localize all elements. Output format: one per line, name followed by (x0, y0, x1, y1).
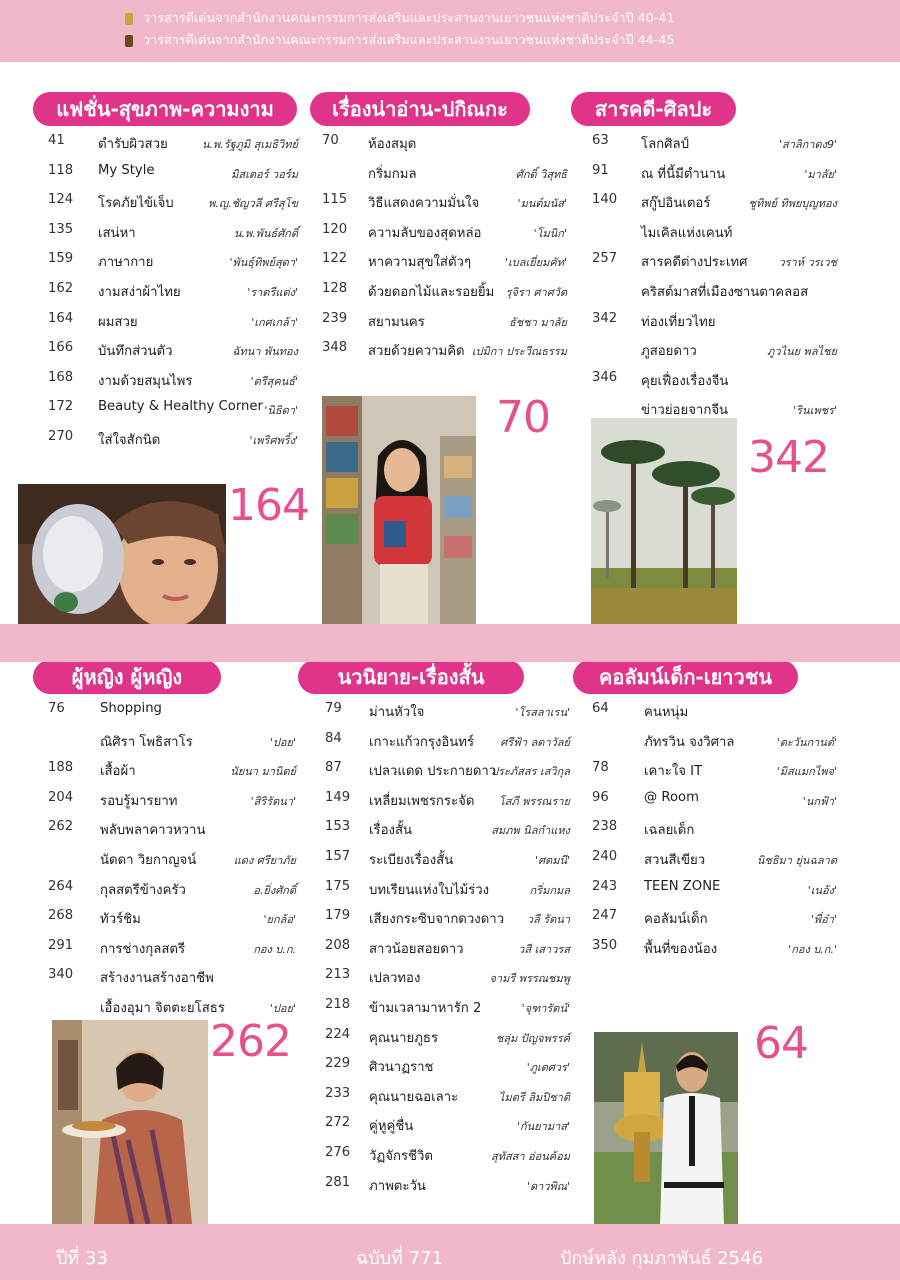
page-number: 118 (48, 162, 74, 178)
page-number: 79 (325, 701, 342, 716)
toc-entry (325, 1049, 570, 1079)
section-title-fiction: นวนิยาย-เรื่องสั้น (298, 660, 524, 694)
toc-entry (48, 422, 298, 452)
entry-author: จามรี พรรณชมพู (489, 972, 570, 986)
toc-entry (48, 185, 298, 215)
entry-author: น.พ.รัฐภูมิ สุเมธิวิทย์ (201, 138, 298, 151)
toc-entry (48, 215, 298, 245)
feature-page-number: 342 (748, 432, 829, 483)
entry-title: สารคดีต่างประเทศ (641, 255, 748, 271)
toc-entry (325, 990, 570, 1020)
entry-author: 'ราตรีแต่ง' (247, 285, 298, 299)
page-number: 140 (592, 192, 618, 208)
entry-title: เคาะใจ IT (644, 764, 703, 780)
entry-title: งามด้วยสมุนไพร (98, 373, 193, 389)
divider-band (0, 624, 900, 662)
entry-author: นัยนา มานิตย์ (230, 765, 296, 779)
entry-author: วราห์ วรเวช (778, 256, 837, 270)
entry-author: สมภพ นิลกำแหง (491, 824, 570, 838)
page-number: 128 (322, 280, 348, 296)
page-number: 96 (592, 789, 609, 805)
entry-title: ทัวร์ชิม (100, 912, 141, 928)
page-number: 346 (592, 369, 618, 385)
entry-title: ภาษากาย (98, 255, 154, 271)
hairstyle-photo-art (18, 484, 226, 624)
photo-chef-woman (52, 1020, 208, 1224)
page-number: 270 (48, 428, 74, 444)
page-number: 204 (48, 789, 74, 805)
entry-author: 'สาลิกาดง9' (778, 138, 837, 151)
toc-entry (325, 1108, 570, 1138)
page-number: 264 (48, 878, 74, 894)
toc-list-youth (592, 694, 837, 960)
entry-author: ศักดิ์ วิสุทธิ (515, 167, 567, 181)
toc-entry (322, 156, 567, 186)
toc-entry (322, 304, 567, 334)
page-number: 342 (592, 310, 618, 326)
entry-author: 'ยกล้อ' (263, 913, 296, 927)
entry-title: การช่างกุลสตรี (100, 941, 186, 957)
entry-title: ศิวนาฏราช (369, 1060, 434, 1076)
entry-title: เสน่หา (98, 225, 136, 241)
entry-title: เปลวทอง (369, 971, 421, 987)
entry-title: คริสต์มาสที่เมืองซานตาคลอส (641, 284, 809, 300)
page-number: 115 (322, 192, 348, 208)
entry-title: หาความสุขใส่ตัวๆ (368, 255, 472, 271)
toc-entry (48, 724, 296, 754)
toc-entry (48, 753, 296, 783)
entry-author: มิสเตอร์ วอร์ม (231, 167, 298, 181)
photo-library-woman (322, 396, 476, 624)
entry-author: 'ปอย' (269, 735, 296, 749)
entry-author: 'มนต์มนัส' (517, 197, 567, 211)
entry-title: @ Room (644, 789, 699, 805)
toc-entry (592, 931, 837, 961)
entry-title: เปลวแดด ประกายดาว (369, 764, 497, 780)
entry-title: คุณนายภูธร (369, 1030, 439, 1046)
toc-list-reading (322, 126, 567, 363)
page-number: 243 (592, 878, 618, 894)
toc-entry (325, 812, 570, 842)
award-line (125, 8, 675, 28)
entry-title: ใส่ใจสักนิด (98, 432, 161, 448)
feature-page-number: 262 (210, 1016, 291, 1067)
entry-title: ณ ที่นี้มีตำนาน (641, 166, 726, 182)
page-number: 149 (325, 789, 351, 805)
entry-title: สกู๊ปอินเตอร์ (641, 196, 711, 212)
toc-entry (48, 333, 298, 363)
entry-title: บทเรียนแห่งใบไม้ร่วง (369, 882, 490, 898)
entry-title: เสียงกระซิบจากดวงดาว (369, 912, 505, 928)
page-number: 64 (592, 701, 609, 716)
toc-entry (322, 333, 567, 363)
toc-entry (325, 1168, 570, 1198)
feature-page-number: 164 (228, 480, 309, 531)
entry-author: ธัชชา มาลัย (509, 315, 567, 329)
page-number: 281 (325, 1174, 351, 1190)
page-number: 164 (48, 310, 74, 326)
entry-author: 'โรสลาเรน' (515, 706, 570, 719)
entry-title: คอลัมน์เด็ก (644, 912, 708, 928)
page-number: 76 (48, 701, 65, 716)
entry-author: 'สิริรัตนา' (250, 794, 296, 808)
entry-author: กอง บ.ก. (253, 942, 296, 956)
toc-entry (325, 842, 570, 872)
entry-author: 'ศตมนี' (535, 853, 570, 867)
entry-author: 'นกฟ้า' (802, 794, 837, 808)
toc-entry (592, 901, 837, 931)
page-number: 175 (325, 878, 351, 894)
award-line (125, 30, 675, 50)
toc-entry (592, 872, 837, 902)
page-number: 238 (592, 819, 618, 835)
entry-author: น.พ.พันธ์ศักดิ์ (233, 226, 298, 240)
feature-page-number: 64 (754, 1018, 808, 1069)
page-number: 188 (48, 760, 74, 776)
footer-band (0, 1224, 900, 1280)
page-number: 157 (325, 848, 351, 864)
entry-author: 'ภูเตศวร' (526, 1061, 570, 1075)
entry-title: ไมเคิลแห่งเคนท์ (641, 225, 733, 241)
library-photo-art (322, 396, 476, 624)
page-number: 124 (48, 192, 74, 208)
entry-title: นัดดา วิยกาญจน์ (100, 852, 197, 868)
toc-entry (325, 1020, 570, 1050)
forest-photo-art (591, 418, 737, 624)
page-number: 213 (325, 967, 351, 983)
page-number: 120 (322, 221, 348, 237)
entry-author: พ.ญ.ชัญวลี ศรีสุโข (208, 197, 298, 211)
entry-title: โลกศิลป์ (641, 137, 689, 152)
footer-issue: ฉบับที่ 771 (356, 1248, 444, 1269)
page-number: 257 (592, 251, 618, 267)
entry-title: กริ่มกมล (368, 166, 417, 182)
toc-entry (322, 274, 567, 304)
page-number: 262 (48, 819, 74, 835)
toc-entry (48, 363, 298, 393)
entry-title: สยามนคร (368, 314, 425, 330)
page-number: 272 (325, 1115, 351, 1131)
young-man-photo-art (594, 1032, 738, 1224)
page-number: 276 (325, 1144, 351, 1160)
entry-author: 'เพริศพริ้ง' (249, 433, 298, 447)
entry-author: 'พี่อ๋า' (810, 913, 837, 927)
entry-author: นิชธิมา ยุ่นฉลาด (756, 853, 837, 867)
entry-title: TEEN ZONE (644, 878, 721, 894)
entry-author: 'มิสแมกไพจ' (776, 765, 837, 779)
page-number: 84 (325, 730, 342, 746)
entry-title: ม่านหัวใจ (369, 705, 425, 720)
toc-entry (48, 783, 296, 813)
entry-title: พลับพลาคาวหวาน (100, 823, 206, 839)
entry-title: ห้องสมุด (368, 137, 417, 152)
entry-author: ศรีฟ้า ลดาวัลย์ (500, 735, 570, 749)
entry-author: ภูวไนย พลไชย (767, 345, 837, 359)
award-text: วารสารดีเด่นจากสำนักงานคณะกรรมการส่งเสริมและประสานงานเยาวชนแห่งชาติประจำปี 40-41 (143, 10, 675, 25)
toc-entry (592, 842, 837, 872)
page-number: 166 (48, 340, 74, 356)
entry-title: สาวน้อยสอยดาว (369, 941, 464, 957)
toc-entry (325, 1079, 570, 1109)
entry-title: วิธีแสดงความมั่นใจ (368, 196, 480, 212)
entry-author: ชลุ่ม ปัญจพรรค์ (495, 1031, 570, 1045)
entry-title: Shopping (100, 701, 162, 716)
section-title-reading: เรื่องน่าอ่าน-ปกิณกะ (310, 92, 530, 126)
toc-entry (48, 812, 296, 842)
toc-entry (592, 783, 837, 813)
entry-title: เกาะแก้วกรุงอินทร์ (369, 734, 475, 750)
entry-author: โสภี พรรณราย (498, 794, 570, 808)
page-number: 159 (48, 251, 74, 267)
entry-title: สวนสีเขียว (644, 852, 706, 868)
entry-title: ภาพตะวัน (369, 1178, 426, 1194)
toc-entry (48, 156, 298, 186)
entry-author: ฉัทนา พันทอง (232, 345, 298, 359)
entry-author: 'ปอย' (269, 1001, 296, 1015)
toc-entry (592, 333, 837, 363)
toc-entry (325, 724, 570, 754)
entry-author: 'ตรีสุคนธ์' (250, 374, 298, 388)
entry-author: รุจิรา ศาศวัต (505, 285, 567, 299)
entry-author: 'เนอ้ง' (807, 883, 837, 897)
page-number: 239 (322, 310, 348, 326)
toc-entry (592, 156, 837, 186)
toc-entry (592, 812, 837, 842)
entry-title: ภัทรวิน จงวิศาล (644, 734, 735, 750)
section-title-youth: คอลัมน์เด็ก-เยาวชน (573, 660, 798, 694)
page-number: 247 (592, 908, 618, 924)
entry-title: ผมสวย (98, 314, 138, 330)
entry-title: คุณนายฉอเลาะ (369, 1089, 459, 1105)
toc-entry (322, 215, 567, 245)
page-number: 91 (592, 162, 609, 178)
entry-author: สุทัสสา อ่อนค้อม (490, 1149, 570, 1163)
entry-author: วลี รัตนา (526, 913, 570, 927)
entry-author: เปมิกา ประวีณธรรม (471, 345, 567, 359)
chef-photo-art (52, 1020, 208, 1224)
toc-entry (325, 931, 570, 961)
entry-title: เรื่องสั้น (369, 823, 413, 839)
toc-entry (48, 872, 296, 902)
entry-title: คู่หูคู่ชื่น (369, 1119, 414, 1135)
entry-author: 'พันธุ์ทิพย์สุดา' (229, 256, 298, 270)
entry-title: คนหนุ่ม (644, 705, 689, 720)
toc-entry (325, 783, 570, 813)
toc-entry (48, 304, 298, 334)
page-number: 208 (325, 937, 351, 953)
page-number: 224 (325, 1026, 351, 1042)
entry-title: ด้วยดอกไม้และรอยยิ้ม (368, 284, 495, 300)
entry-title: ภูสอยดาว (641, 344, 697, 360)
entry-author: ไมตรี ลิมปิชาติ (498, 1090, 570, 1104)
photo-pine-forest (591, 418, 737, 624)
entry-author: วสี เสาวรส (518, 942, 570, 956)
toc-entry (325, 753, 570, 783)
toc-entry (592, 215, 837, 245)
trophy-icon (125, 35, 133, 47)
entry-title: ความลับของสุดหล่อ (368, 225, 482, 241)
toc-entry (48, 931, 296, 961)
entry-author: 'ดาวพิณ' (526, 1179, 570, 1193)
entry-title: พื้นที่ของน้อง (644, 941, 718, 957)
entry-author: 'รินเพชร' (793, 404, 837, 418)
page-number: 172 (48, 399, 74, 415)
entry-title: คุยเฟื่องเรื่องจีน (641, 373, 729, 389)
page-number: 268 (48, 908, 74, 924)
entry-title: วัฏจักรชีวิต (369, 1148, 433, 1164)
photo-young-man (594, 1032, 738, 1224)
entry-author: 'กันยามาส' (517, 1120, 570, 1134)
entry-title: ข่าวย่อยจากจีน (641, 403, 729, 419)
page-number: 348 (322, 340, 348, 356)
toc-entry (325, 901, 570, 931)
toc-list-documentary (592, 126, 837, 422)
page-number: 291 (48, 937, 74, 953)
page-number: 135 (48, 221, 74, 237)
entry-author: 'เบลเยี่ยมคัท' (504, 256, 567, 270)
page-number: 350 (592, 937, 618, 953)
toc-entry (592, 694, 837, 724)
footer-year: ปีที่ 33 (56, 1248, 108, 1269)
entry-title: เฉลยเด็ก (644, 823, 695, 839)
footer-date: ปักษ์หลัง กุมภาพันธ์ 2546 (560, 1248, 764, 1269)
entry-title: My Style (98, 162, 155, 178)
toc-entry (592, 724, 837, 754)
toc-entry (48, 694, 296, 724)
entry-title: ณิศิรา โพธิสาโร (100, 734, 193, 750)
page-number: 179 (325, 908, 351, 924)
page-number: 63 (592, 133, 609, 148)
entry-title: ข้ามเวลามาหารัก 2 (369, 1000, 482, 1016)
page-number: 41 (48, 133, 65, 148)
entry-author: ประภัสสร เสวิกุล (491, 765, 570, 779)
page-number: 218 (325, 996, 351, 1012)
entry-title: โรคภัยไข้เจ็บ (98, 196, 174, 212)
photo-hairstyle-model (18, 484, 226, 624)
toc-entry (322, 185, 567, 215)
toc-entry (322, 126, 567, 156)
toc-entry (325, 1138, 570, 1168)
entry-title: เสื้อผ้า (100, 764, 136, 780)
toc-entry (325, 872, 570, 902)
entry-author: ชูทิพย์ ทิพยบุญทอง (748, 197, 837, 211)
entry-author: 'จุฑารัตน์' (521, 1001, 570, 1015)
page-number: 78 (592, 760, 609, 776)
section-title-fashion: แฟชั่น-สุขภาพ-ความงาม (33, 92, 297, 126)
page-number: 240 (592, 848, 618, 864)
award-text: วารสารดีเด่นจากสำนักงานคณะกรรมการส่งเสริมและประสานงานเยาวชนแห่งชาติประจำปี 44-45 (143, 32, 675, 47)
toc-list-fiction (325, 694, 570, 1197)
entry-title: บันทึกส่วนตัว (98, 344, 173, 360)
feature-page-number: 70 (496, 392, 550, 443)
toc-entry (592, 363, 837, 393)
entry-title: ระเบียงเรื่องสั้น (369, 852, 454, 868)
section-title-documentary: สารคดี-ศิลปะ (571, 92, 736, 126)
toc-entry (48, 901, 296, 931)
page-number: 70 (322, 133, 339, 148)
toc-entry (48, 960, 296, 990)
section-title-women: ผู้หญิง ผู้หญิง (33, 660, 221, 694)
entry-author: 'ตะวันกานต์' (776, 735, 837, 749)
toc-list-women (48, 694, 296, 1020)
entry-title: งามสง่าผ้าไทย (98, 284, 181, 300)
entry-title: Beauty & Healthy Corner (98, 399, 263, 415)
page-number: 87 (325, 760, 342, 776)
entry-author: แดง ศรียาภัย (233, 853, 296, 867)
toc-entry (592, 274, 837, 304)
entry-title: เอื้องอุมา จิตตะยโสธร (100, 1000, 225, 1016)
page-number: 153 (325, 819, 351, 835)
toc-entry (48, 126, 298, 156)
entry-title: รอบรู้มารยาท (100, 793, 178, 809)
toc-list-fashion (48, 126, 298, 452)
page-number: 122 (322, 251, 348, 267)
entry-author: 'นิธิดา' (264, 404, 298, 418)
page-number: 229 (325, 1056, 351, 1072)
toc-entry (322, 244, 567, 274)
trophy-icon (125, 13, 133, 25)
entry-author: 'เกศเกล้า' (251, 315, 298, 329)
entry-title: สร้างงานสร้างอาชีพ (100, 971, 214, 987)
entry-author: 'มาลัย' (804, 167, 837, 181)
entry-author: 'กอง บ.ก.' (788, 942, 837, 956)
toc-entry (592, 753, 837, 783)
entry-author: 'โมนิก' (533, 226, 567, 240)
entry-title: สวยด้วยความคิด (368, 344, 465, 360)
toc-entry (592, 126, 837, 156)
toc-entry (48, 842, 296, 872)
entry-author: กริ่มกมล (529, 883, 570, 897)
toc-entry (592, 304, 837, 334)
toc-entry (48, 244, 298, 274)
entry-title: เหลี่ยมเพชรกระจัด (369, 793, 475, 809)
toc-entry (325, 694, 570, 724)
page-number: 233 (325, 1085, 351, 1101)
toc-entry (48, 392, 298, 422)
page-number: 340 (48, 967, 74, 983)
entry-title: ตำรับผิวสวย (98, 137, 168, 152)
toc-entry (48, 274, 298, 304)
page-number: 168 (48, 369, 74, 385)
entry-title: กุลสตรีข้างครัว (100, 882, 186, 898)
entry-author: อ.ยิ่งศักดิ์ (253, 883, 296, 897)
toc-entry (325, 960, 570, 990)
toc-entry (592, 185, 837, 215)
entry-title: ท่องเที่ยวไทย (641, 314, 716, 330)
toc-entry (592, 244, 837, 274)
page-number: 162 (48, 280, 74, 296)
